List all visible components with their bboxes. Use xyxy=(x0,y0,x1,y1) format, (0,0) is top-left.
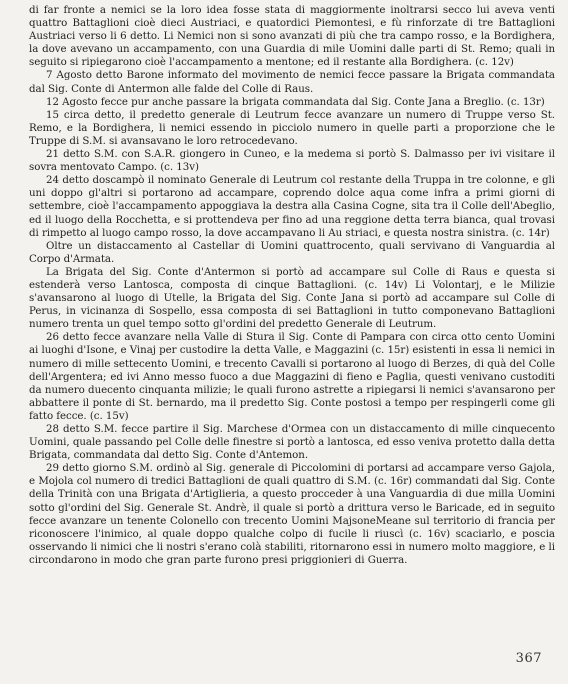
paragraph-4: 15 circa detto, il predetto generale di Leutrum fecce avanzare un numero di Truppe verso St. Remo, e la Bordighera, li nemici essendo in picciolo numero in quelle parti a proporzione che le Truppe di S.M. si avansavano le loro retrocedevano. xyxy=(29,108,555,147)
paragraph-6: 24 detto doscampò il nominato Generale di Leutrum col restante della Truppa in tre colonne, e gli uni doppo gl'altri si portarono ad accampare, coprendo dolce aqua come infra a primi giorni di settembre, cioè l'accampamento appoggiava la destra alla Casina Cogne, sita tra il Colle dell'Abeglio, ed il luogo della Rocchetta, e si prottendeva per fino ad una reggione detta terra bianca, qual trovasi di rimpetto al luogo campo rosso, la dove accampavano li Au striaci, e questa nostra sinistra. (c. 14r) xyxy=(29,174,555,239)
paragraph-9: 26 detto fecce avanzare nella Valle di Stura il Sig. Conte di Pampara con circa otto cento Uomini ai luoghi d'Isone, e Vinaj per custodire la detta Valle, e Maggazini (c. 15r) esistenti in essa li nemici in numero di mille settecento Uomini, e trecento Cavalli si portarono al luogo di Berzes, di quà del Colle dell'Argentera; ed ivi Anno messo fuoco a due Maggazini di fieno e Paglia, questi venivano custoditi da numero duecento cinquanta milizie; le quali furono astrette a ripiegarsi li nemici s'avansarono per abbattere il ponte di St. bernardo, ma il predetto Sig. Conte postosi a tempo per respingerli come gli fatto fecce. (c. 15v) xyxy=(29,331,555,422)
paragraph-1: di far fronte a nemici se la loro idea fosse stata di maggiormente inoltrarsi secco lui aveva venti quattro Battaglioni cioè dieci Austriaci, e quatordici Piemontesi, e fù rinforzate di tre Battaglioni Austriaci verso li 6 detto. Li Nemici non si sono avanzati di più che tra campo rosso, e la Bordighera, la dove avevano un accampamento, con una Guardia di mile Uomini dalle parti di St. Remo; quali in seguito si ripiegarono cioè l'accampamento a mentone; ed il restante alla Bordighera. (c. 12v) xyxy=(29,4,555,69)
paragraph-3: 12 Agosto fecce pur anche passare la brigata commandata dal Sig. Conte Jana a Breglio. (c. 13r) xyxy=(46,95,545,108)
paragraph-8: La Brigata del Sig. Conte d'Antermon si portò ad accampare sul Colle di Raus e questa si estenderà verso Lantosca, composta di cinque Battaglioni. (c. 14v) Li Volontarj, e le Milizie s'avansarono al luogo di Utelle, la Brigata del Sig. Conte Jana si portò ad accampare sul Colle di Perus, in vicinanza di Sospello, essa composta di sei Battaglioni in tutto componevano Battaglioni numero trenta un quel tempo sotto gl'ordini del predetto Generale di Leutrum. xyxy=(29,265,555,331)
document-body xyxy=(29,4,555,567)
paragraph-2: 7 Agosto detto Barone informato del movimento de nemici fecce passare la Brigata commandata dal Sig. Conte di Antermon alle falde del Colle di Raus. xyxy=(29,69,555,95)
paragraph-11: 29 detto giorno S.M. ordinò al Sig. generale di Piccolomini di portarsi ad accampare verso Gajola, e Mojola col numero di tredici Battaglioni de quali quattro di S.M. (c. 16r) commandati dal Sig. Conte della Trinità con una Brigata d'Artiglieria, a questo procceder à una Vanguardia di due milla Uomini sotto gl'ordini del Sig. Generale St. Andrè, il quale si portò a drittura verso le Baricade, ed in seguito fecce avanzare un tenente Colonello con trecento Uomini MajsoneMeane sul territorio di francia per riconoscere l'inimico, al quale doppo qualche colpo di fucile li riuscì (c. 16v) scaciarlo, e poscia osservando li nimici che li nostri s'erano colà stabiliti, ritornarono essi in numero molto maggiore, e li circondarono in modo che gran parte furono presi priggionieri di Guerra. xyxy=(29,462,555,566)
paragraph-5: 21 detto S.M. con S.A.R. giongero in Cuneo, e la medema si portò S. Dalmasso per ivi visitare il sovra mentovato Campo. (c. 13v) xyxy=(29,148,555,174)
paragraph-10: 28 detto S.M. fecce partire il Sig. Marchese d'Ormea con un distaccamento di mille cinquecento Uomini, quale passando pel Colle delle finestre si portò a lantosca, ed esso veniva protetto dalla detta Brigata, commandata dal detto Sig. Conte d'Antemon. xyxy=(29,423,555,462)
page-number: 367 xyxy=(515,651,542,666)
paragraph-7: Oltre un distaccamento al Castellar di Uomini quattrocento, quali servivano di Vanguardia al Corpo d'Armata. xyxy=(29,239,555,265)
